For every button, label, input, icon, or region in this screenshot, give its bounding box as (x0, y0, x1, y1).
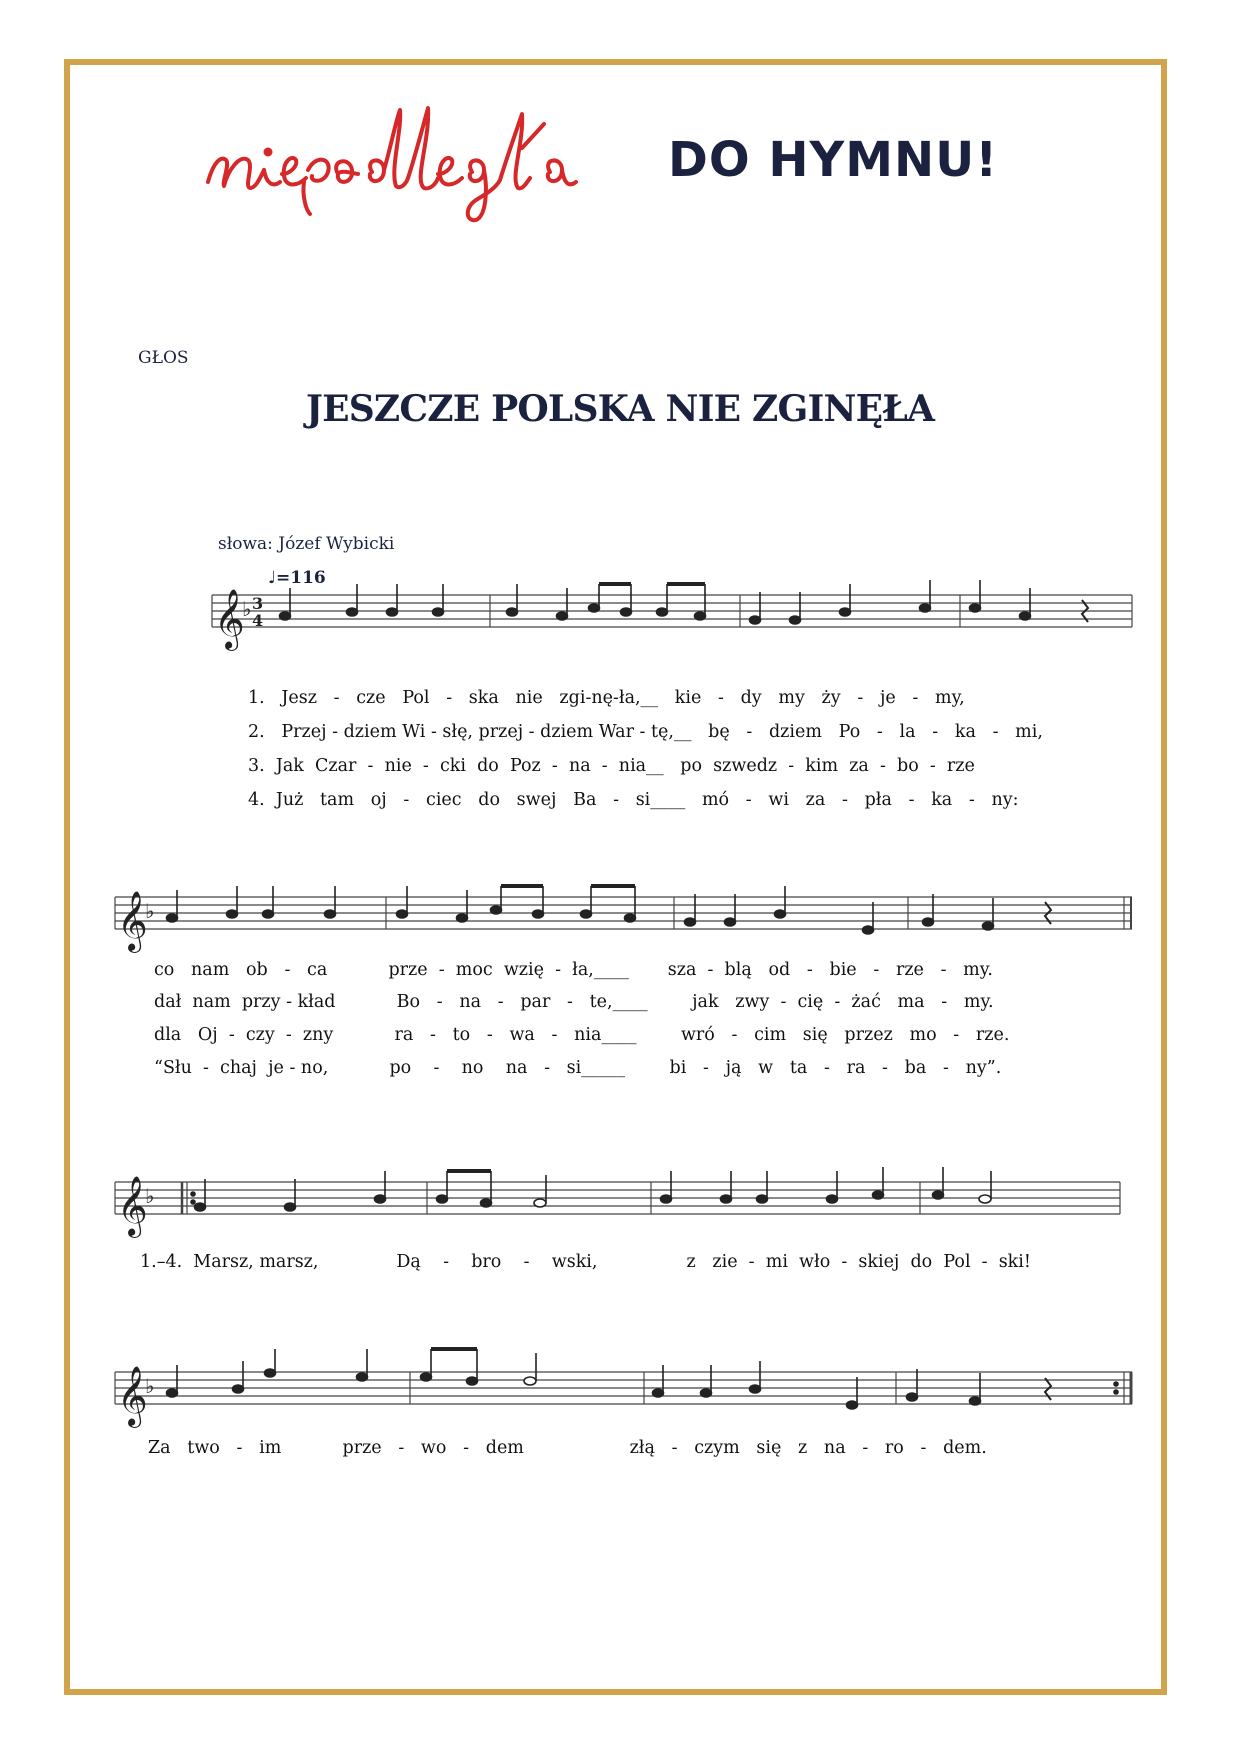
lyric-verse-2-line-2: dał nam przy - kład Bo - na - par - te,____ jak zwy - cię - żać ma - my. (154, 992, 994, 1012)
lyric-verse-4-line-1: 4. Już tam oj - ciec do swej Ba - si____ mó - wi za - pła - ka - ny: (248, 790, 1019, 810)
lyric-verse-4-line-2: “Słu - chaj je - no, po - no na - si_____ bi - ją w ta - ra - ba - ny”. (154, 1058, 1002, 1078)
lyric-verse-3-line-2: dla Oj - czy - zny ra - to - wa - nia____ wró - cim się przez mo - rze. (154, 1025, 1010, 1045)
words-credit: słowa: Józef Wybicki (218, 534, 395, 554)
flat-icon: ♭ (145, 1184, 155, 1208)
flat-icon: ♭ (242, 597, 252, 621)
lyric-verse-3-line-1: 3. Jak Czar - nie - cki do Poz - na - nia__ po szwedz - kim za - bo - rze (248, 756, 975, 776)
flat-icon: ♭ (145, 1374, 155, 1398)
flat-icon: ♭ (145, 899, 155, 923)
voice-label: GŁOS (138, 348, 189, 368)
quarter-note-icon: ♩ (268, 568, 277, 588)
lyric-verse-1-line-1: 1. Jesz - cze Pol - ska nie zgi-nę-ła,__ kie - dy my ży - je - my, (248, 688, 965, 708)
treble-clef-icon: 𝄞 (117, 1366, 148, 1426)
niepodlegla-logo (200, 90, 620, 230)
lyric-refrain-line-1: 1.–4. Marsz, marsz, Dą - bro - wski, z zie - mi wło - skiej do Pol - ski! (140, 1252, 1031, 1272)
time-signature: 3 (252, 594, 264, 613)
treble-clef-icon: 𝄞 (117, 891, 148, 951)
lyric-verse-2-line-1: 2. Przej - dziem Wi - słę, przej - dziem War - tę,__ bę - dziem Po - la - ka - mi, (248, 722, 1043, 742)
tempo-marking (268, 568, 326, 588)
lyric-verse-1-line-2: co nam ob - ca prze - moc wzię - ła,____ sza - blą od - bie - rze - my. (154, 960, 993, 980)
tempo-value: =116 (276, 568, 326, 588)
svg-text:4: 4 (252, 611, 264, 630)
lyric-refrain-line-2: Za two - im prze - wo - dem złą - czym się z na - ro - dem. (148, 1438, 987, 1458)
treble-clef-icon: 𝄞 (117, 1176, 148, 1236)
page-heading: DO HYMNU! (668, 132, 999, 188)
song-title: JESZCZE POLSKA NIE ZGINĘŁA (305, 388, 935, 430)
treble-clef-icon: 𝄞 (214, 589, 245, 649)
